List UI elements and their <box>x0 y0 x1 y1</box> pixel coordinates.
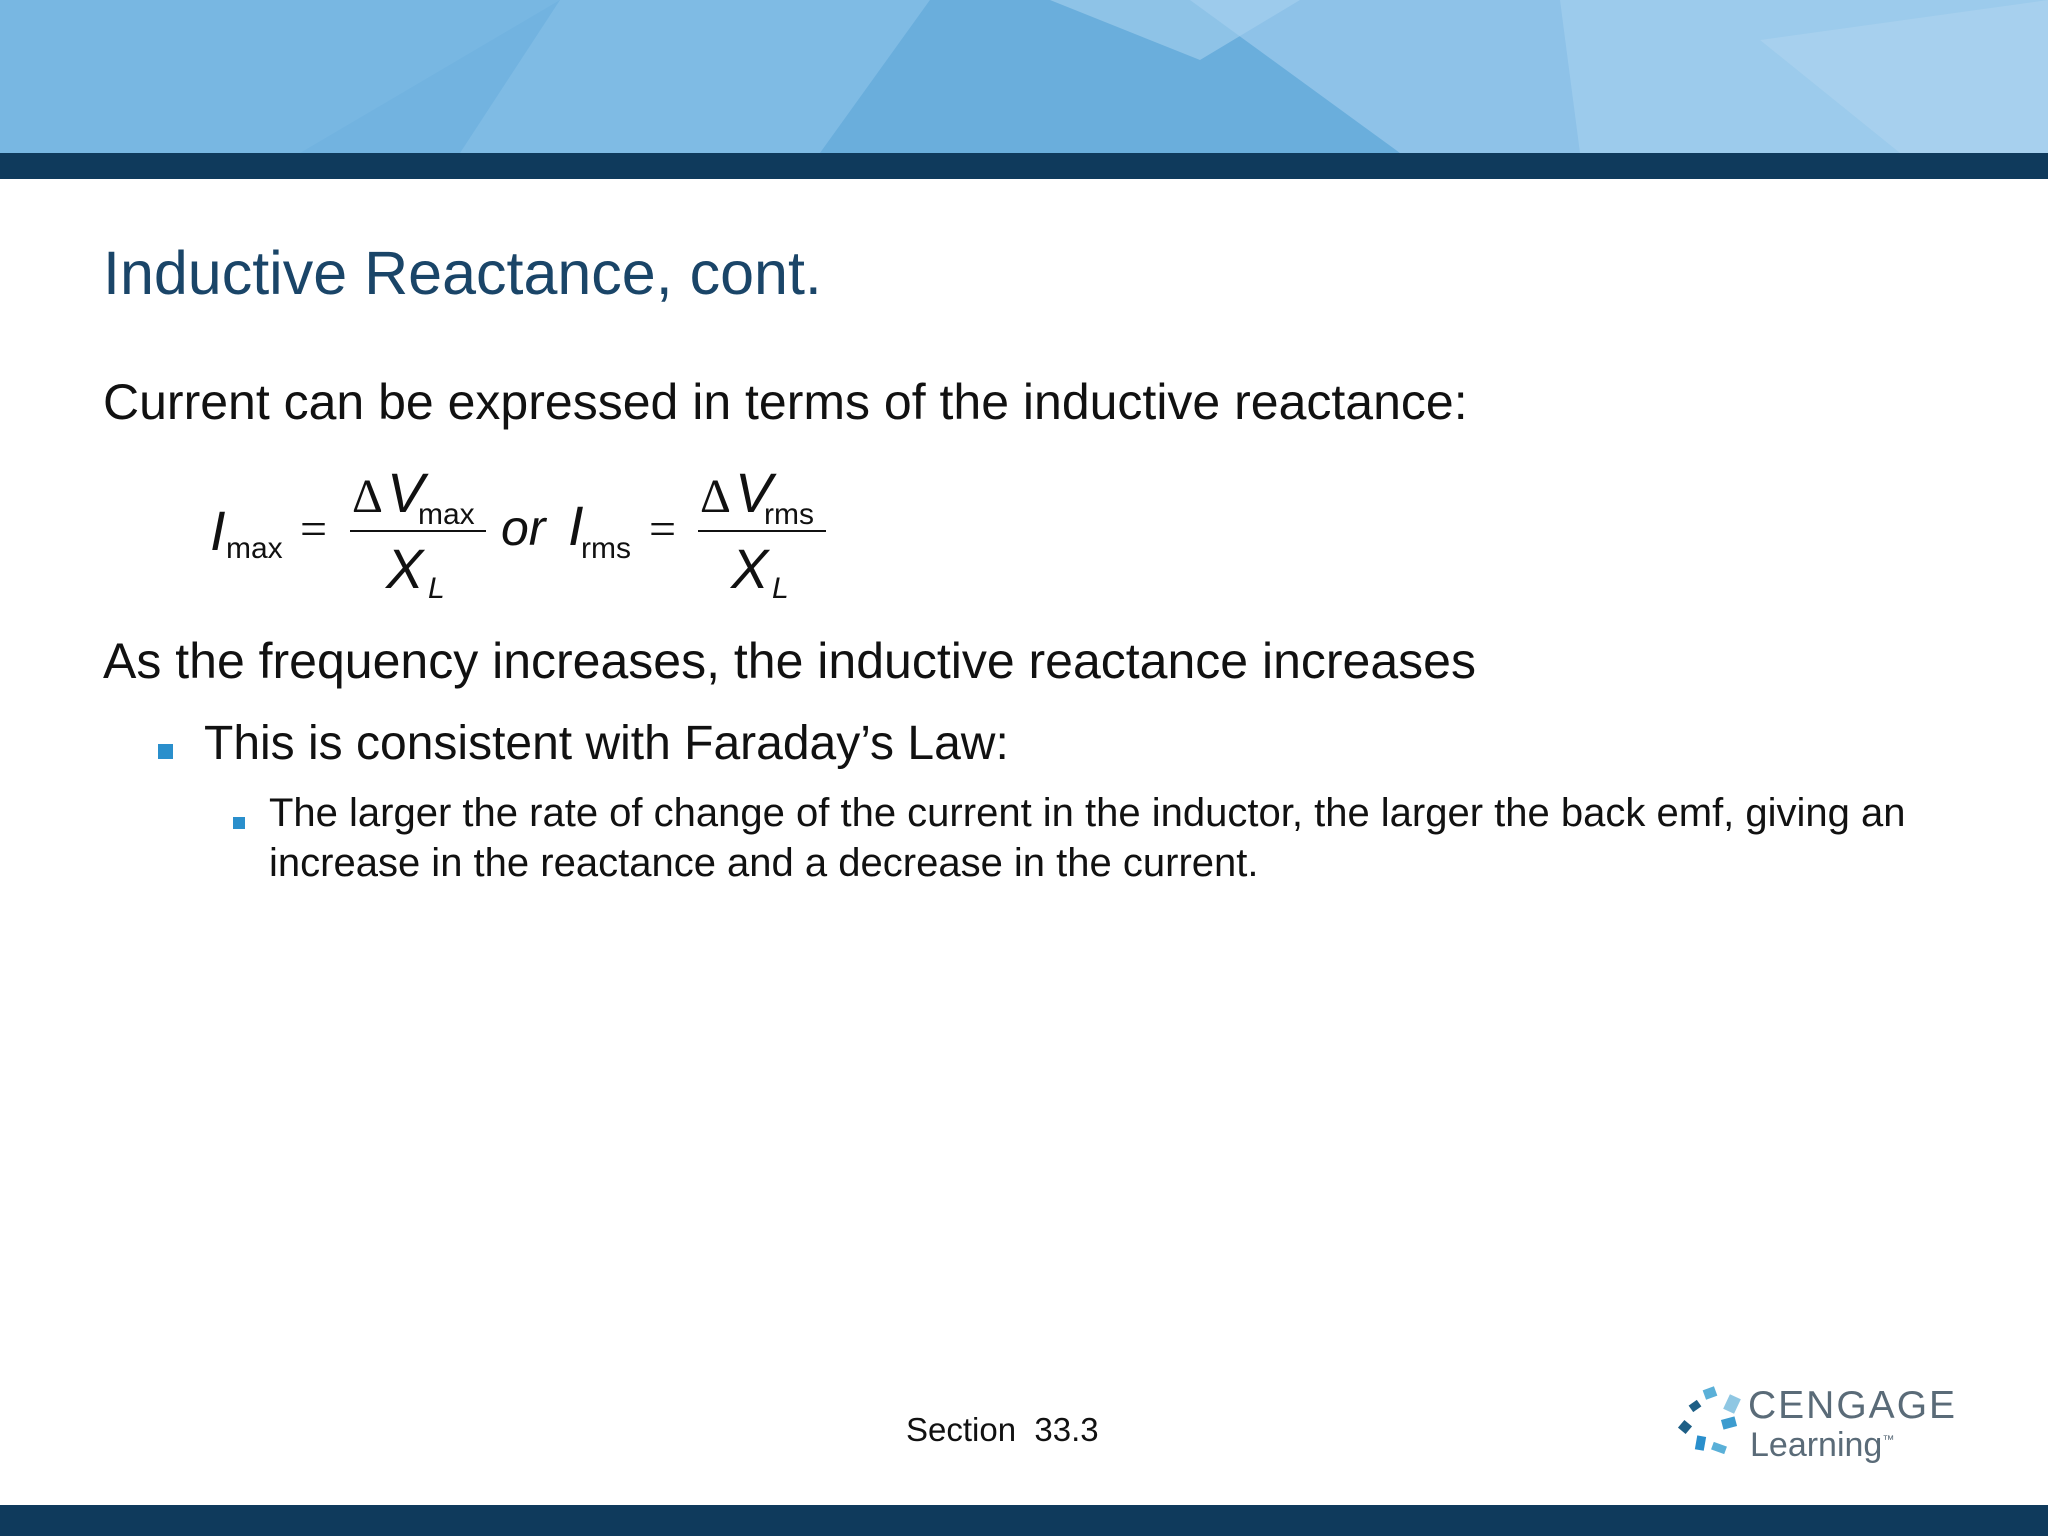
eq-i-rms-symbol: I <box>568 494 584 557</box>
eq-equals-2: = <box>649 503 677 556</box>
bullet-marker-level1 <box>158 716 173 771</box>
eq-or: or <box>501 500 546 556</box>
bullet-faraday: This is consistent with Faraday’s Law: <box>204 717 1009 770</box>
logo-wordmark-cengage: CENGAGE <box>1748 1384 1958 1427</box>
bullet-marker-level2 <box>233 794 245 839</box>
logo-wordmark-learning: Learning™ <box>1750 1426 1895 1464</box>
slide-title: Inductive Reactance, cont. <box>103 239 822 307</box>
sub-bullet-back-emf: The larger the rate of change of the current in the inductor, the larger the back emf, giving an increase in the reactance and a decrease in the current. <box>269 791 1906 885</box>
eq-i-rms-sub: rms <box>581 532 631 565</box>
eq-i-max-symbol: I <box>210 499 226 562</box>
section-footer: Section 33.3 <box>906 1411 1099 1448</box>
eq-v-rms-symbol: V <box>735 461 773 524</box>
eq-v-max-sub: max <box>418 498 475 531</box>
body-line-current: Current can be expressed in terms of the inductive reactance: <box>103 374 1468 430</box>
eq-x-l-sub-2: L <box>772 572 789 605</box>
eq-x-l-symbol-1: X <box>386 537 424 600</box>
eq-v-rms-sub: rms <box>764 498 814 531</box>
footer-band <box>0 1505 2048 1536</box>
eq-x-l-symbol-2: X <box>731 537 769 600</box>
body-line-frequency: As the frequency increases, the inductive reactance increases <box>103 633 1476 689</box>
eq-equals-1: = <box>300 503 328 556</box>
eq-v-max-symbol: V <box>387 461 425 524</box>
eq-delta-1: Δ <box>352 470 383 523</box>
eq-x-l-sub-1: L <box>428 572 445 605</box>
eq-delta-2: Δ <box>700 470 731 523</box>
eq-i-max-sub: max <box>226 532 283 565</box>
